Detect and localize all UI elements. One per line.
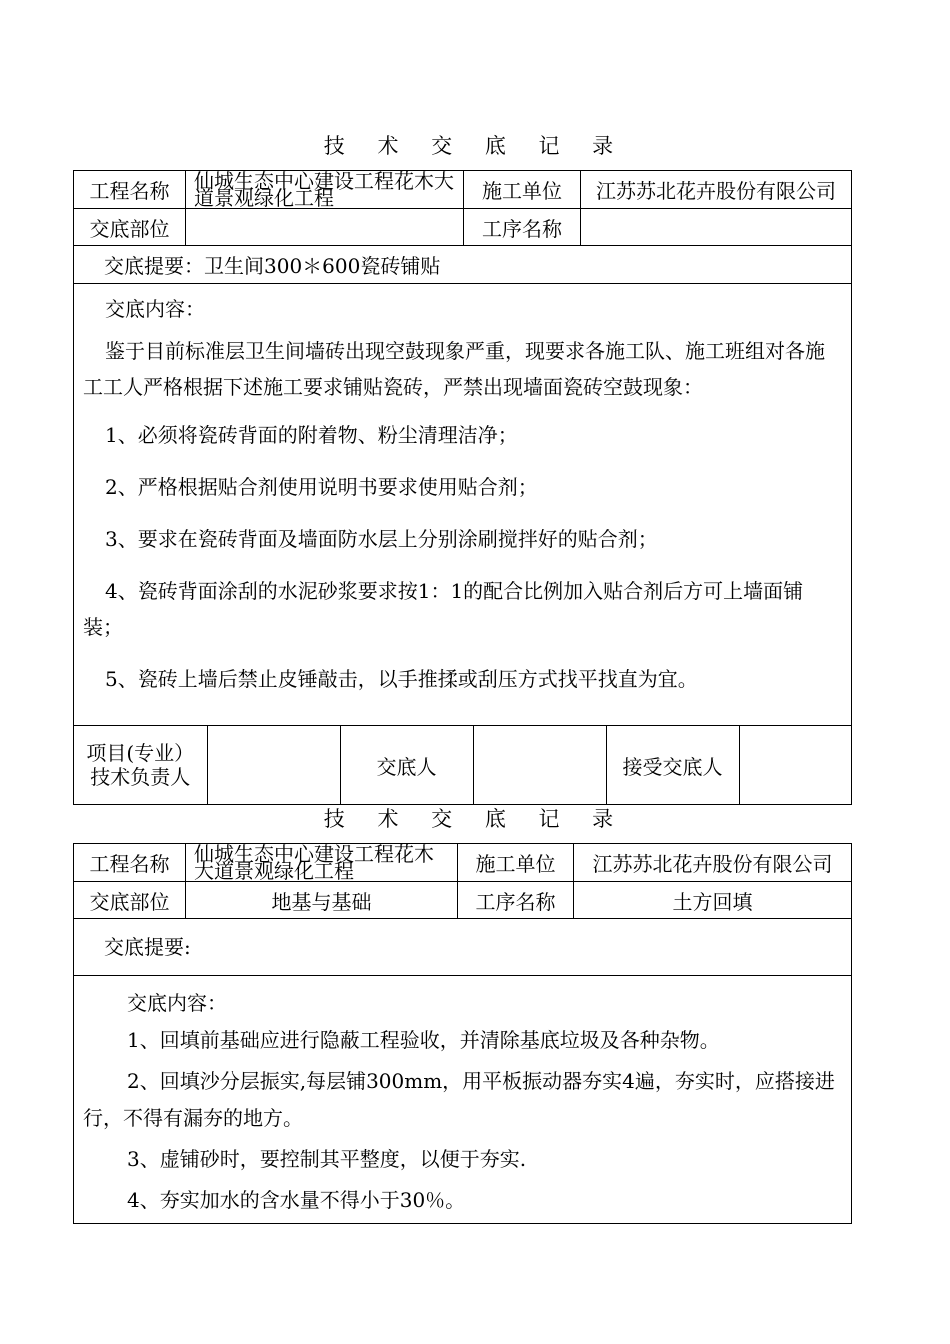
disclosure-summary: 交底提要: [74, 919, 852, 976]
disclosure-part-label: 交底部位 [74, 882, 186, 919]
disclosure-part-label: 交底部位 [74, 209, 186, 246]
content-item: 4、夯实加水的含水量不得小于30％。 [127, 1188, 466, 1212]
construction-unit-label: 施工单位 [458, 844, 574, 882]
process-name-label: 工序名称 [464, 209, 581, 246]
discloser-value [473, 726, 606, 804]
receiver-value [739, 726, 852, 804]
disclosure-part-value: 地基与基础 [186, 882, 458, 919]
technical-manager-label: 项目(专业）技术负责人 [74, 726, 207, 804]
technical-manager-value [207, 726, 340, 804]
construction-unit-label: 施工单位 [464, 171, 581, 209]
content-item: 5、瓷砖上墙后禁止皮锤敲击，以手推揉或刮压方式找平找直为宜。 [105, 667, 698, 691]
discloser-label: 交底人 [340, 726, 473, 804]
receiver-label: 接受交底人 [606, 726, 739, 804]
content-item: 1、必须将瓷砖背面的附着物、粉尘清理洁净； [105, 423, 518, 447]
signature-row [74, 726, 852, 805]
content-item: 2、回填沙分层振实,每层铺300mm，用平板振动器夯实4遍，夯实时，应搭接进行，不得有漏夯的地方。 [83, 1069, 835, 1130]
record1-table [73, 170, 852, 805]
project-name-label: 工程名称 [74, 844, 186, 882]
content-item: 1、回填前基础应进行隐蔽工程验收，并清除基底垃圾及各种杂物。 [127, 1028, 720, 1052]
content-item: 4、瓷砖背面涂刮的水泥砂浆要求按1：1的配合比例加入贴合剂后方可上墙面铺装； [83, 579, 804, 639]
content-item: 3、虚铺砂时，要控制其平整度，以便于夯实. [127, 1147, 527, 1171]
process-name-value: 土方回填 [574, 882, 852, 919]
content-item: 3、要求在瓷砖背面及墙面防水层上分别涂刷搅拌好的贴合剂； [105, 527, 658, 551]
project-name-value: 仙城生态中心建设工程花木大道景观绿化工程 [186, 844, 458, 882]
content-heading: 交底内容： [127, 991, 227, 1015]
process-name-label: 工序名称 [458, 882, 574, 919]
project-name-label: 工程名称 [74, 171, 186, 209]
process-name-value [581, 209, 852, 246]
record1-title: 技 术 交 底 记 录 [323, 134, 627, 158]
record2-table [73, 843, 852, 1224]
construction-unit-value: 江苏苏北花卉股份有限公司 [581, 171, 852, 209]
disclosure-content [74, 284, 852, 726]
record2-title: 技 术 交 底 记 录 [323, 807, 627, 831]
content-intro: 鉴于目前标准层卫生间墙砖出现空鼓现象严重，现要求各施工队、施工班组对各施工工人严格根据下述施工要求铺贴瓷砖，严禁出现墙面瓷砖空鼓现象： [83, 339, 825, 399]
disclosure-content [74, 976, 852, 1224]
construction-unit-value: 江苏苏北花卉股份有限公司 [574, 844, 852, 882]
content-item: 2、严格根据贴合剂使用说明书要求使用贴合剂； [105, 475, 538, 499]
disclosure-part-value [186, 209, 464, 246]
project-name-value: 仙城生态中心建设工程花木大道景观绿化工程 [186, 171, 464, 209]
disclosure-summary: 交底提要：卫生间300＊600瓷砖铺贴 [74, 246, 852, 284]
content-heading: 交底内容： [105, 297, 205, 321]
